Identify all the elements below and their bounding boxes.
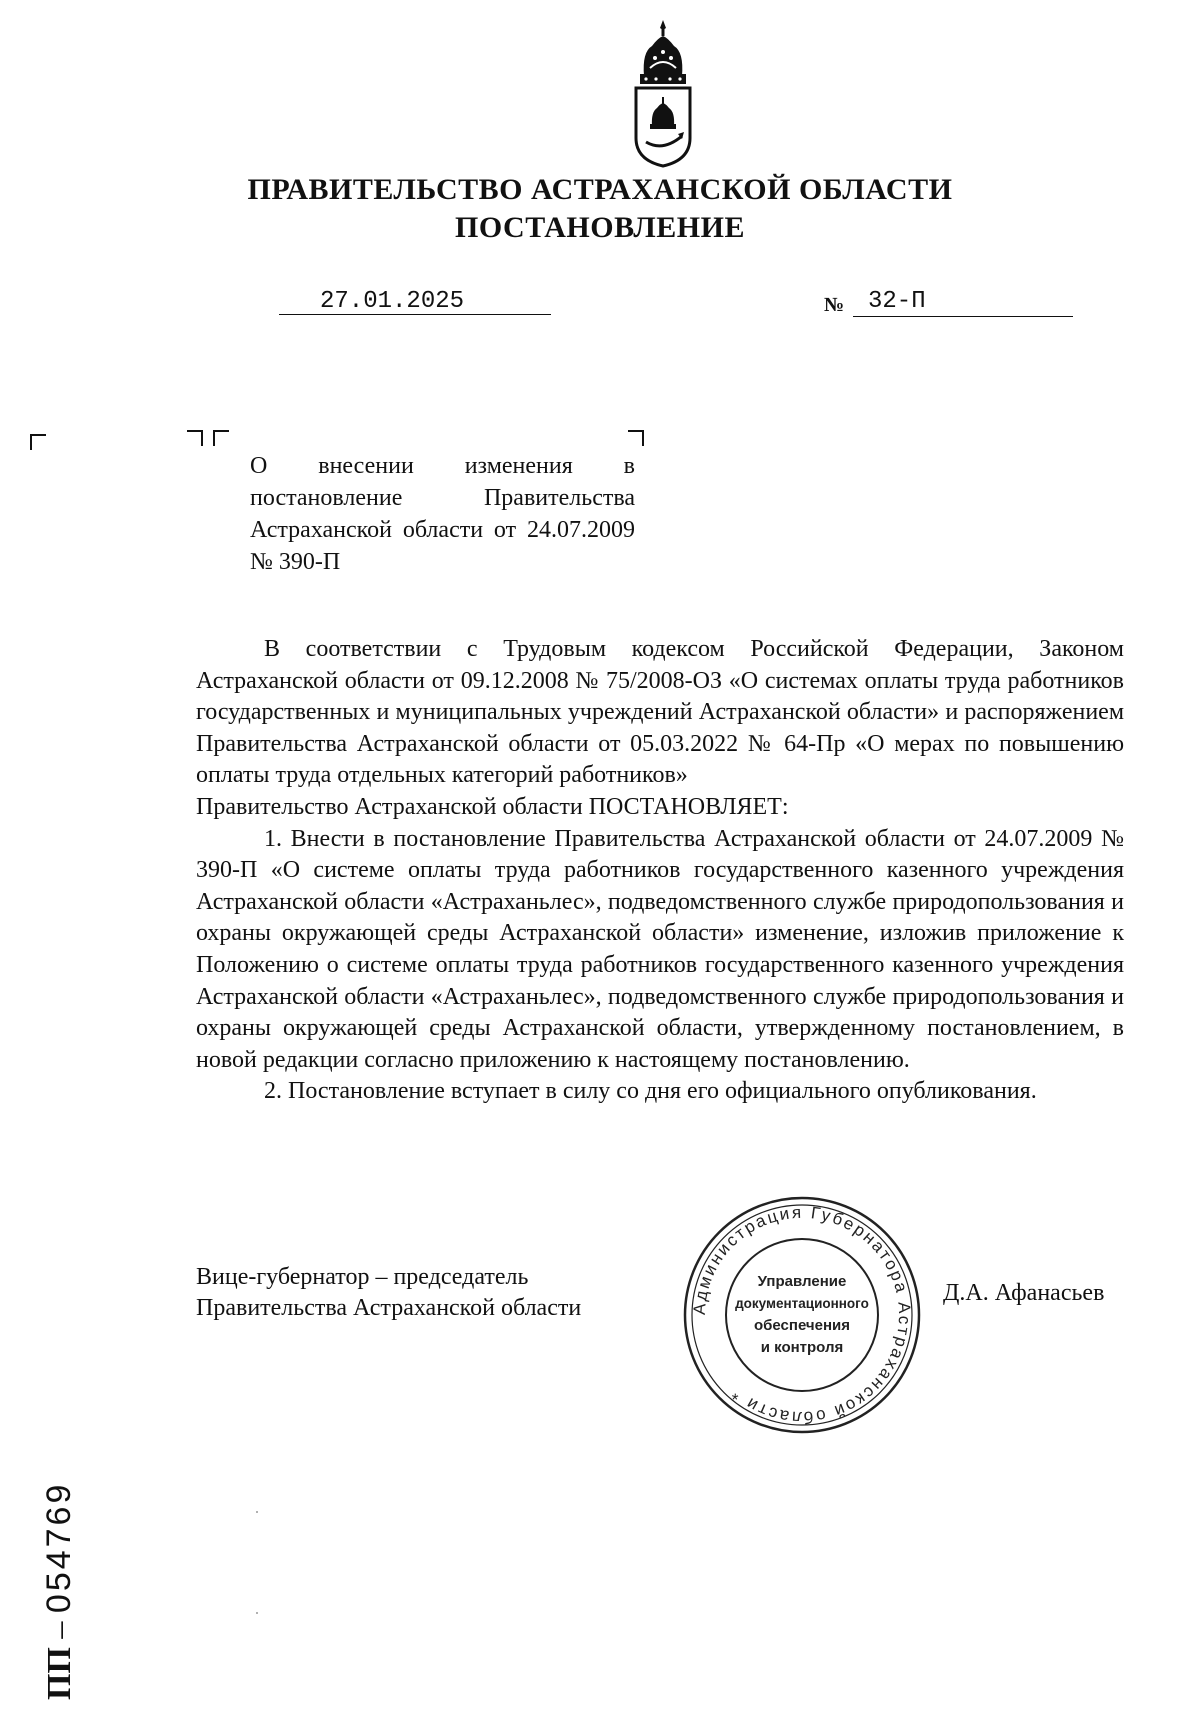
stamp-line-1: Управление [757,1273,847,1290]
item-2-paragraph: 2. Постановление вступает в силу со дня его официального опубликования. [264,1078,1037,1105]
signer-position [196,1262,581,1324]
document-body [196,634,1124,1108]
stamp-line-3: обеспечения [753,1317,851,1334]
form-serial-number [40,1482,79,1700]
document-date: 27.01.2025 [320,288,465,315]
form-serial-prefix: ПП [41,1647,78,1700]
document-subject: О внесении изменения в постановление Правительства Астраханской области от 24.07.2009 № 390-П [250,453,635,575]
subject-corner-mark-right [628,430,644,446]
document-number: 32-П [868,288,926,315]
stamp-line-2: документационного [735,1296,869,1311]
item-1-paragraph: 1. Внести в постановление Правительства Астраханской области от 24.07.2009 № 390-П «О системе оплаты труда работников государственного казенного учреждения Астраханской области «Астраханьлес», подведомственного службе природопользования и охраны окружающей среды Астраханской области» изменение, изложив приложение к Положению о системе оплаты труда работников государственного казенного учреждения Астраханской области «Астраханьлес», подведомственного службе природопользования и охраны окружающей среды Астраханской области, утвержденному постановлением, в новой редакции согласно приложению к настоящему постановлению. [196,825,1124,1073]
coat-of-arms-icon [622,18,704,168]
scan-speck [256,1612,258,1614]
svg-text:Администрация Губернатора Астр [690,1203,914,1427]
document-type-title: ПОСТАНОВЛЕНИЕ [455,211,745,244]
subject-corner-mark-left [213,430,229,446]
resolution-line: Правительство Астраханской области ПОСТАНОВЛЯЕТ: [196,793,789,820]
preamble-paragraph: В соответствии с Трудовым кодексом Российской Федерации, Законом Астраханской области от 09.12.2008 № 75/2008-ОЗ «О системах оплаты труда работников государственных и муниципальных учреждений Астраханской области» и распоряжением Правительства Астраханской области от 05.03.2022 № 64-Пр «О мерах по повышению оплаты труда отдельных категорий работников» [196,636,1124,789]
corner-mark-top-right [187,430,203,446]
corner-mark-top-left [30,434,46,450]
official-stamp-seal [682,1195,922,1435]
signer-position-line-1: Вице-губернатор – председатель [196,1264,529,1290]
scan-speck [256,1511,258,1513]
stamp-outer-text: Администрация Губернатора Астраханской области * [689,1202,915,1428]
form-serial-digits: 054769 [40,1481,78,1614]
number-underline [853,316,1073,317]
signer-position-line-2: Правительства Астраханской области [196,1295,582,1321]
number-sign: № [824,294,845,316]
date-underline [279,314,551,315]
form-serial-dash: – [41,1613,78,1648]
signer-name: Д.А. Афанасьев [943,1280,1105,1306]
authority-title: ПРАВИТЕЛЬСТВО АСТРАХАНСКОЙ ОБЛАСТИ [247,173,953,206]
stamp-line-4: и контроля [760,1339,844,1356]
